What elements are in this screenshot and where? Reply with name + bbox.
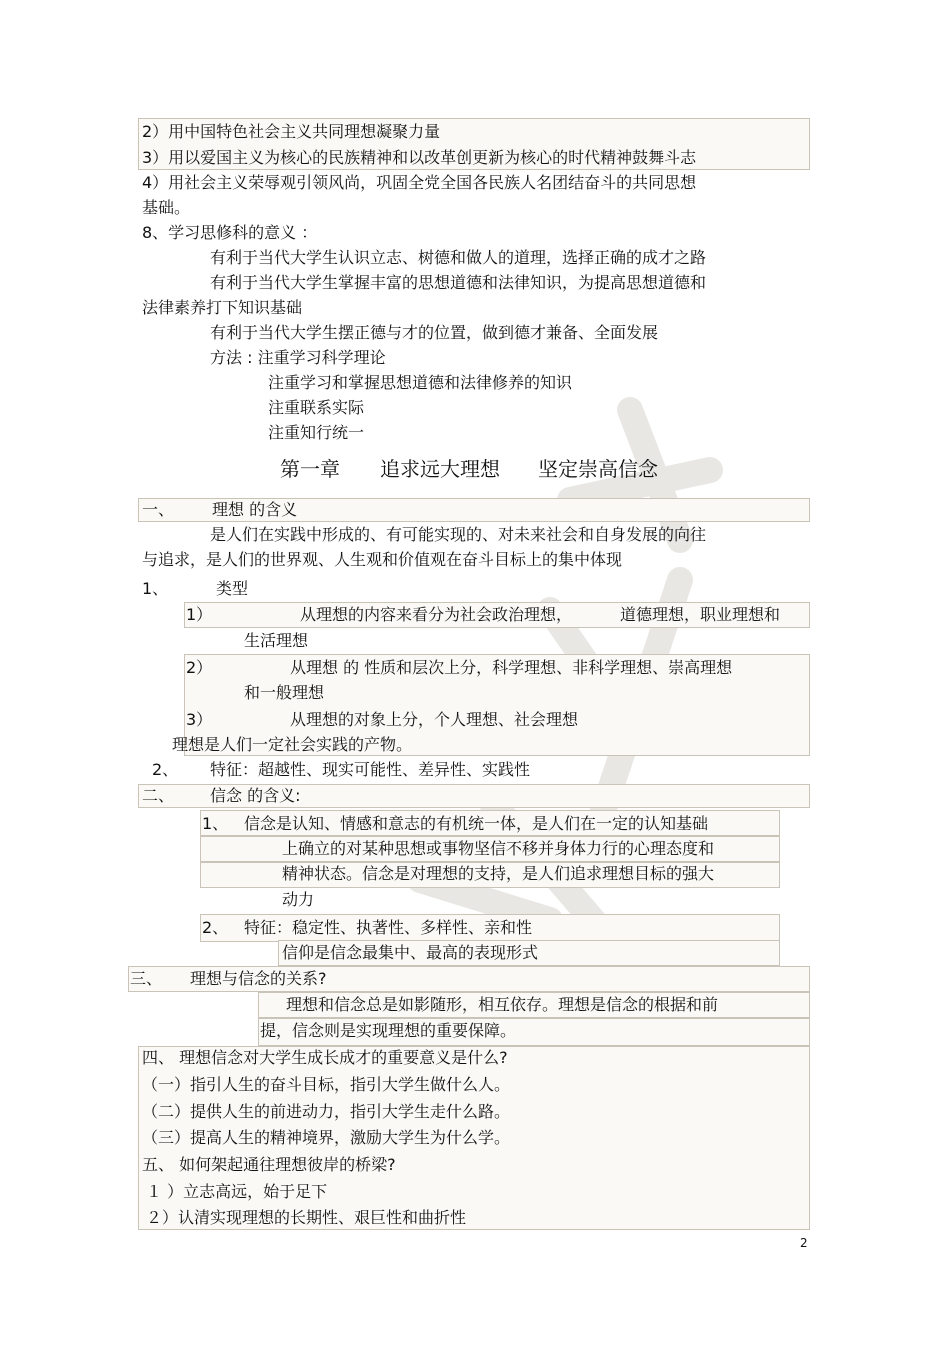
text-line: 从理想的内容来看分为社会政治理想， (300, 605, 573, 624)
chapter-title-part: 追求远大理想 (380, 457, 500, 481)
list-item: （三）提高人生的精神境界，激励大学生为什么学。 (142, 1128, 511, 1147)
text-line: 从理想 的 性质和层次上分，科学理想、非科学理想、崇高理想 (290, 658, 733, 677)
text-line: 理想是人们一定社会实践的产物。 (172, 735, 413, 754)
section-number: 三、 (130, 969, 163, 988)
list-item: （一）指引人生的奋斗目标，指引大学生做什么人。 (142, 1075, 511, 1094)
text-line: 和一般理想 (244, 683, 325, 702)
text-line: 有利于当代大学生认识立志、树德和做人的道理，选择正确的成才之路 (210, 248, 707, 267)
text-line: 道德理想，职业理想和 (620, 605, 781, 624)
section-heading: 四、 理想信念对大学生成长成才的重要意义是什么? (142, 1048, 508, 1067)
section-heading: 理想与信念的关系? (190, 969, 327, 988)
list-number: 1、 (202, 814, 229, 833)
list-number: 1、 (142, 579, 169, 598)
text-line: 上确立的对某种思想或事物坚信不移并身体力行的心理态度和 (282, 839, 715, 858)
list-number: 2） (186, 658, 213, 677)
section-heading: 信念 的含义: (210, 786, 301, 805)
section-heading: 8、学习思修科的意义 ： (142, 223, 318, 242)
text-line: 方法 : 注重学习科学理论 (210, 348, 386, 367)
chapter-title-part: 坚定崇高信念 (538, 457, 658, 481)
list-item: ２）认清实现理想的长期性、艰巨性和曲折性 (146, 1208, 467, 1227)
text-line: 2）用中国特色社会主义共同理想凝聚力量 (142, 122, 441, 141)
text-line: 动力 (282, 890, 315, 909)
text-line: 信仰是信念最集中、最高的表现形式 (282, 943, 539, 962)
list-number: 2、 (202, 918, 229, 937)
text-line: 注重学习和掌握思想道德和法律修养的知识 (268, 373, 573, 392)
text-line: 特征：稳定性、执著性、多样性、亲和性 (244, 918, 533, 937)
text-line: 法律素养打下知识基础 (142, 298, 303, 317)
text-line: 信念是认知、情感和意志的有机统一体，是人们在一定的认知基础 (244, 814, 709, 833)
text-line: 从理想的对象上分，个人理想、社会理想 (290, 710, 579, 729)
text-line: 3）用以爱国主义为核心的民族精神和以改革创更新为核心的时代精神鼓舞斗志 (142, 148, 697, 167)
text-line: 精神状态。信念是对理想的支持，是人们追求理想目标的强大 (282, 864, 715, 883)
list-item: １ ）立志高远，始于足下 (146, 1182, 328, 1201)
text-line: 注重联系实际 (268, 398, 365, 417)
text-line: 与追求，是人们的世界观、人生观和价值观在奋斗目标上的集中体现 (142, 550, 623, 569)
text-line: 注重知行统一 (268, 423, 365, 442)
list-number: 2、 (152, 760, 179, 779)
page-number: 2 (800, 1236, 808, 1250)
text-line: 特征：超越性、现实可能性、差异性、实践性 (210, 760, 531, 779)
text-line: 提，信念则是实现理想的重要保障。 (260, 1021, 517, 1040)
section-heading: 五、 如何架起通往理想彼岸的桥梁? (142, 1155, 396, 1174)
section-number: 二、 (142, 786, 175, 805)
text-line: 4）用社会主义荣辱观引领风尚，巩固全党全国各民族人名团结奋斗的共同思想 (142, 173, 697, 192)
list-number: 3） (186, 710, 213, 729)
text-line: 是人们在实践中形成的、有可能实现的、对未来社会和自身发展的向往 (210, 525, 707, 544)
text-line: 有利于当代大学生掌握丰富的思想道德和法律知识，为提高思想道德和 (210, 273, 707, 292)
subsection-heading: 类型 (216, 579, 249, 598)
text-line: 基础。 (142, 198, 191, 217)
text-line: 理想和信念总是如影随形，相互依存。理想是信念的根据和前 (286, 995, 719, 1014)
chapter-number: 第一章 (280, 457, 340, 481)
list-number: 1） (186, 605, 213, 624)
section-number: 一、 (142, 500, 175, 519)
text-line: 生活理想 (244, 631, 309, 650)
list-item: （二）提供人生的前进动力，指引大学生走什么路。 (142, 1102, 511, 1121)
section-heading: 理想 的含义 (212, 500, 298, 519)
text-line: 有利于当代大学生摆正德与才的位置，做到德才兼备、全面发展 (210, 323, 659, 342)
